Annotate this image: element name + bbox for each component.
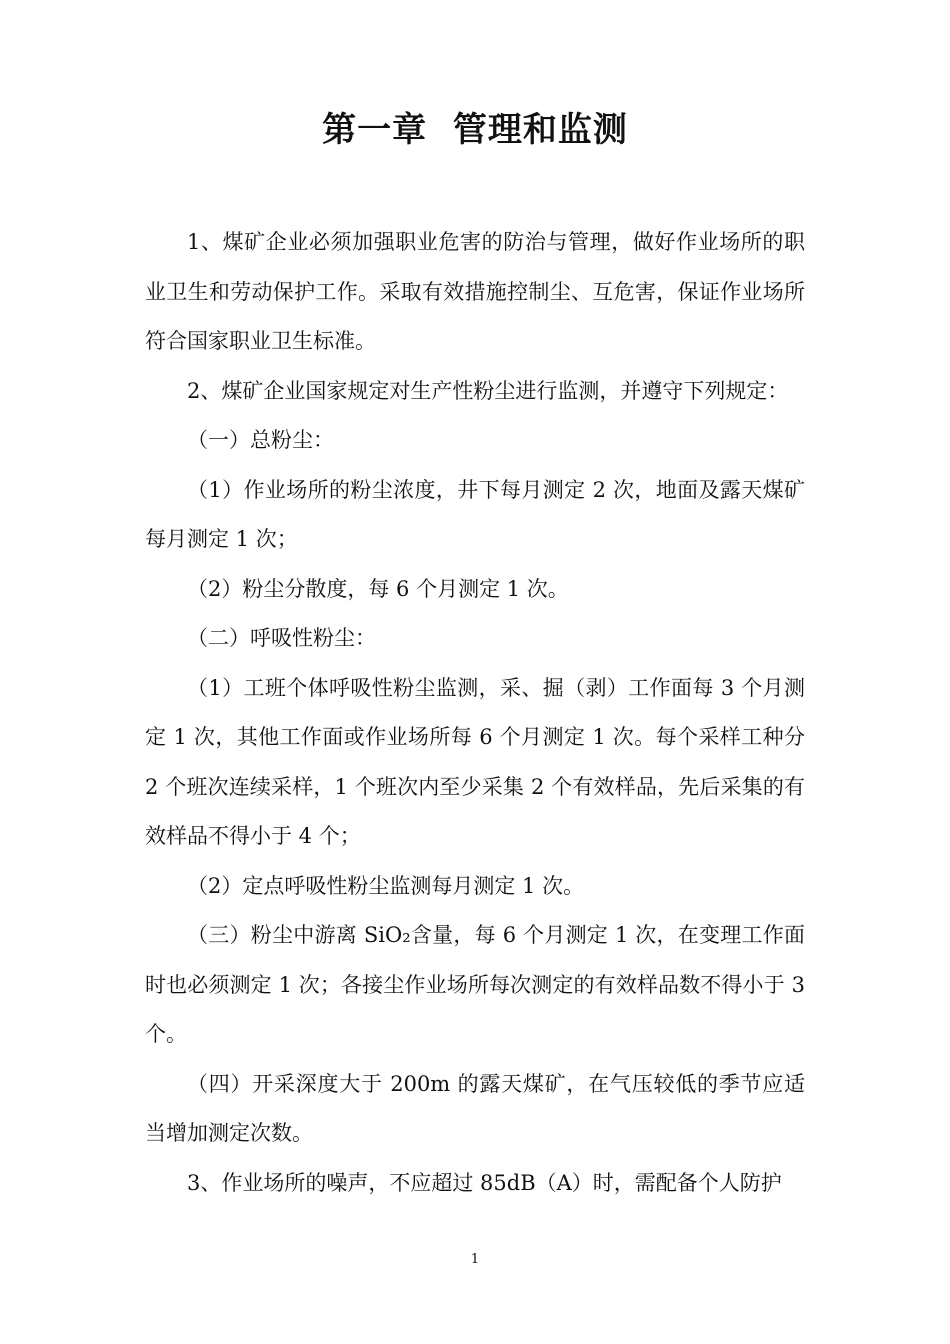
paragraph: 3、作业场所的噪声，不应超过 85dB（A）时，需配备个人防护 xyxy=(187,1170,782,1195)
paragraph: （2）粉尘分散度，每 6 个月测定 1 次。 xyxy=(187,576,569,601)
paragraph: （2）定点呼吸性粉尘监测每月测定 1 次。 xyxy=(187,873,585,898)
paragraph: （一）总粉尘： xyxy=(187,428,334,452)
paragraph: （1）作业场所的粉尘浓度，井下每月测定 2 次，地面及露天煤矿每月测定 1 次； xyxy=(145,477,805,551)
paragraph: （四）开采深度大于 200m 的露天煤矿，在气压较低的季节应适当增加测定次数。 xyxy=(145,1071,805,1145)
paragraph: 2、煤矿企业国家规定对生产性粉尘进行监测，并遵守下列规定： xyxy=(187,378,789,403)
paragraph: （1）工班个体呼吸性粉尘监测，采、掘（剥）工作面每 3 个月测定 1 次，其他工作面或作业场所每 6 个月测定 1 次。每个采样工种分 2 个班次连续采样，1 个班次内至少采集 2 个有效样品，先后采集的有效样品不得小于 4 个； xyxy=(145,675,805,848)
paragraph: （三）粉尘中游离 SiO₂含量，每 6 个月测定 1 次，在变理工作面时也必须测定 1 次；各接尘作业场所每次测定的有效样品数不得小于 3 个。 xyxy=(145,923,805,1046)
body-text xyxy=(145,218,805,1208)
chapter-title: 第一章 管理和监测 xyxy=(322,110,628,150)
paragraph: （二）呼吸性粉尘： xyxy=(187,626,376,650)
page-number: 1 xyxy=(470,1252,480,1267)
paragraph: 1、煤矿企业必须加强职业危害的防治与管理，做好作业场所的职业卫生和劳动保护工作。采取有效措施控制尘、互危害，保证作业场所符合国家职业卫生标准。 xyxy=(145,230,805,353)
